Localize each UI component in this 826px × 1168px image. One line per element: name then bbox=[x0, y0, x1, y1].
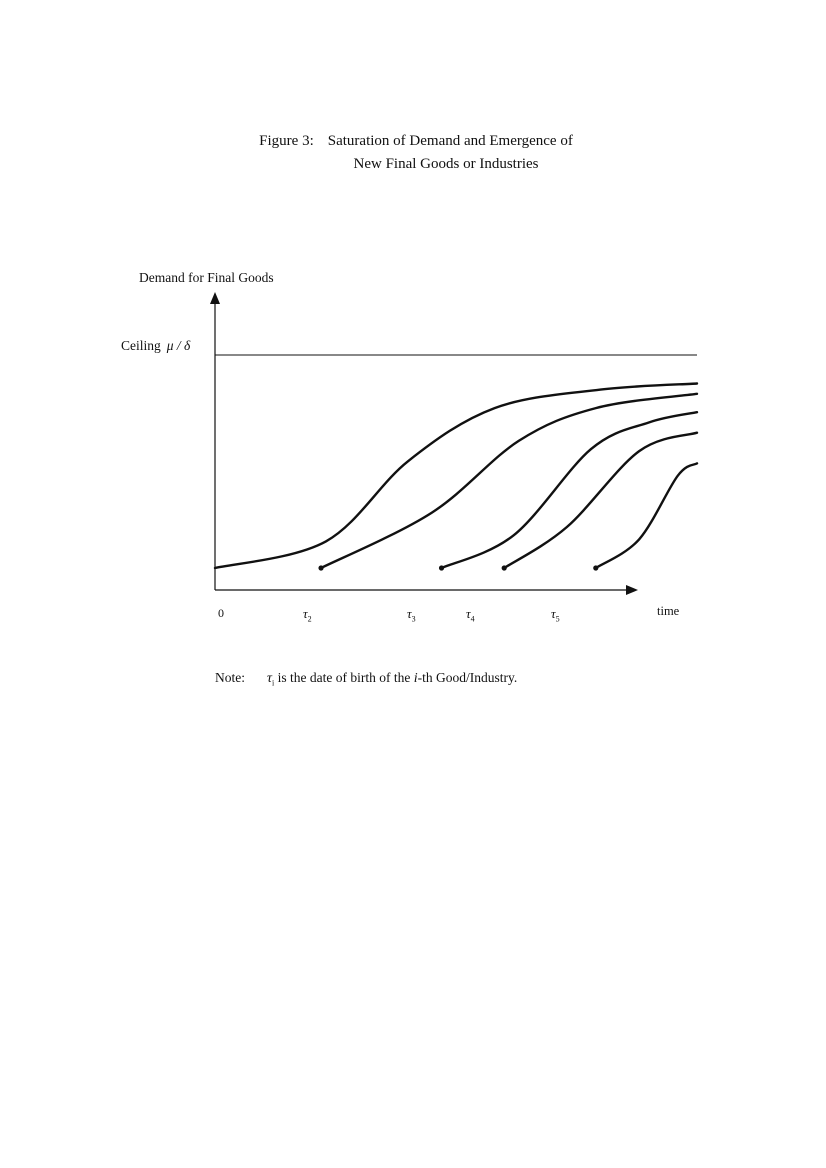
x-axis-arrowhead bbox=[626, 585, 638, 595]
x-tick-label-5: $\tau_5$ bbox=[551, 606, 560, 624]
note-prefix: Note: bbox=[215, 670, 245, 685]
ceiling-symbol: μ / δ bbox=[166, 338, 191, 353]
figure-note bbox=[215, 670, 517, 688]
y-axis-arrowhead bbox=[210, 292, 220, 304]
figure-title-line2: New Final Goods or Industries bbox=[353, 156, 539, 172]
demand-curve-2 bbox=[321, 394, 697, 568]
note-symbol: τ bbox=[267, 671, 273, 686]
demand-curve-1 bbox=[215, 384, 697, 569]
curve-start-dot-3 bbox=[439, 565, 444, 570]
demand-curve-3 bbox=[442, 412, 698, 568]
demand-curve-4 bbox=[504, 433, 697, 568]
figure-title-text: Saturation of Demand and Emergence of bbox=[327, 133, 573, 149]
note-text-a: is the date of birth of the bbox=[277, 670, 411, 685]
ceiling-text: Ceiling bbox=[121, 338, 161, 353]
x-tick-label-3: $\tau_3$ bbox=[407, 606, 416, 624]
curve-start-dot-5 bbox=[593, 565, 598, 570]
figure-label: Figure 3: bbox=[259, 133, 314, 149]
x-tick-label-1: 0 bbox=[218, 606, 224, 620]
note-text-b: -th Good/Industry. bbox=[417, 670, 518, 685]
note-subscript: i bbox=[272, 678, 275, 688]
note-ith: i bbox=[413, 671, 418, 686]
curve-start-dot-4 bbox=[502, 565, 507, 570]
curve-start-dot-2 bbox=[318, 565, 323, 570]
y-axis-label: Demand for Final Goods bbox=[139, 270, 274, 285]
x-tick-label-4: $\tau_4$ bbox=[466, 606, 475, 624]
x-tick-label-2: $\tau_2$ bbox=[303, 606, 312, 624]
x-axis-label: time bbox=[657, 604, 680, 618]
